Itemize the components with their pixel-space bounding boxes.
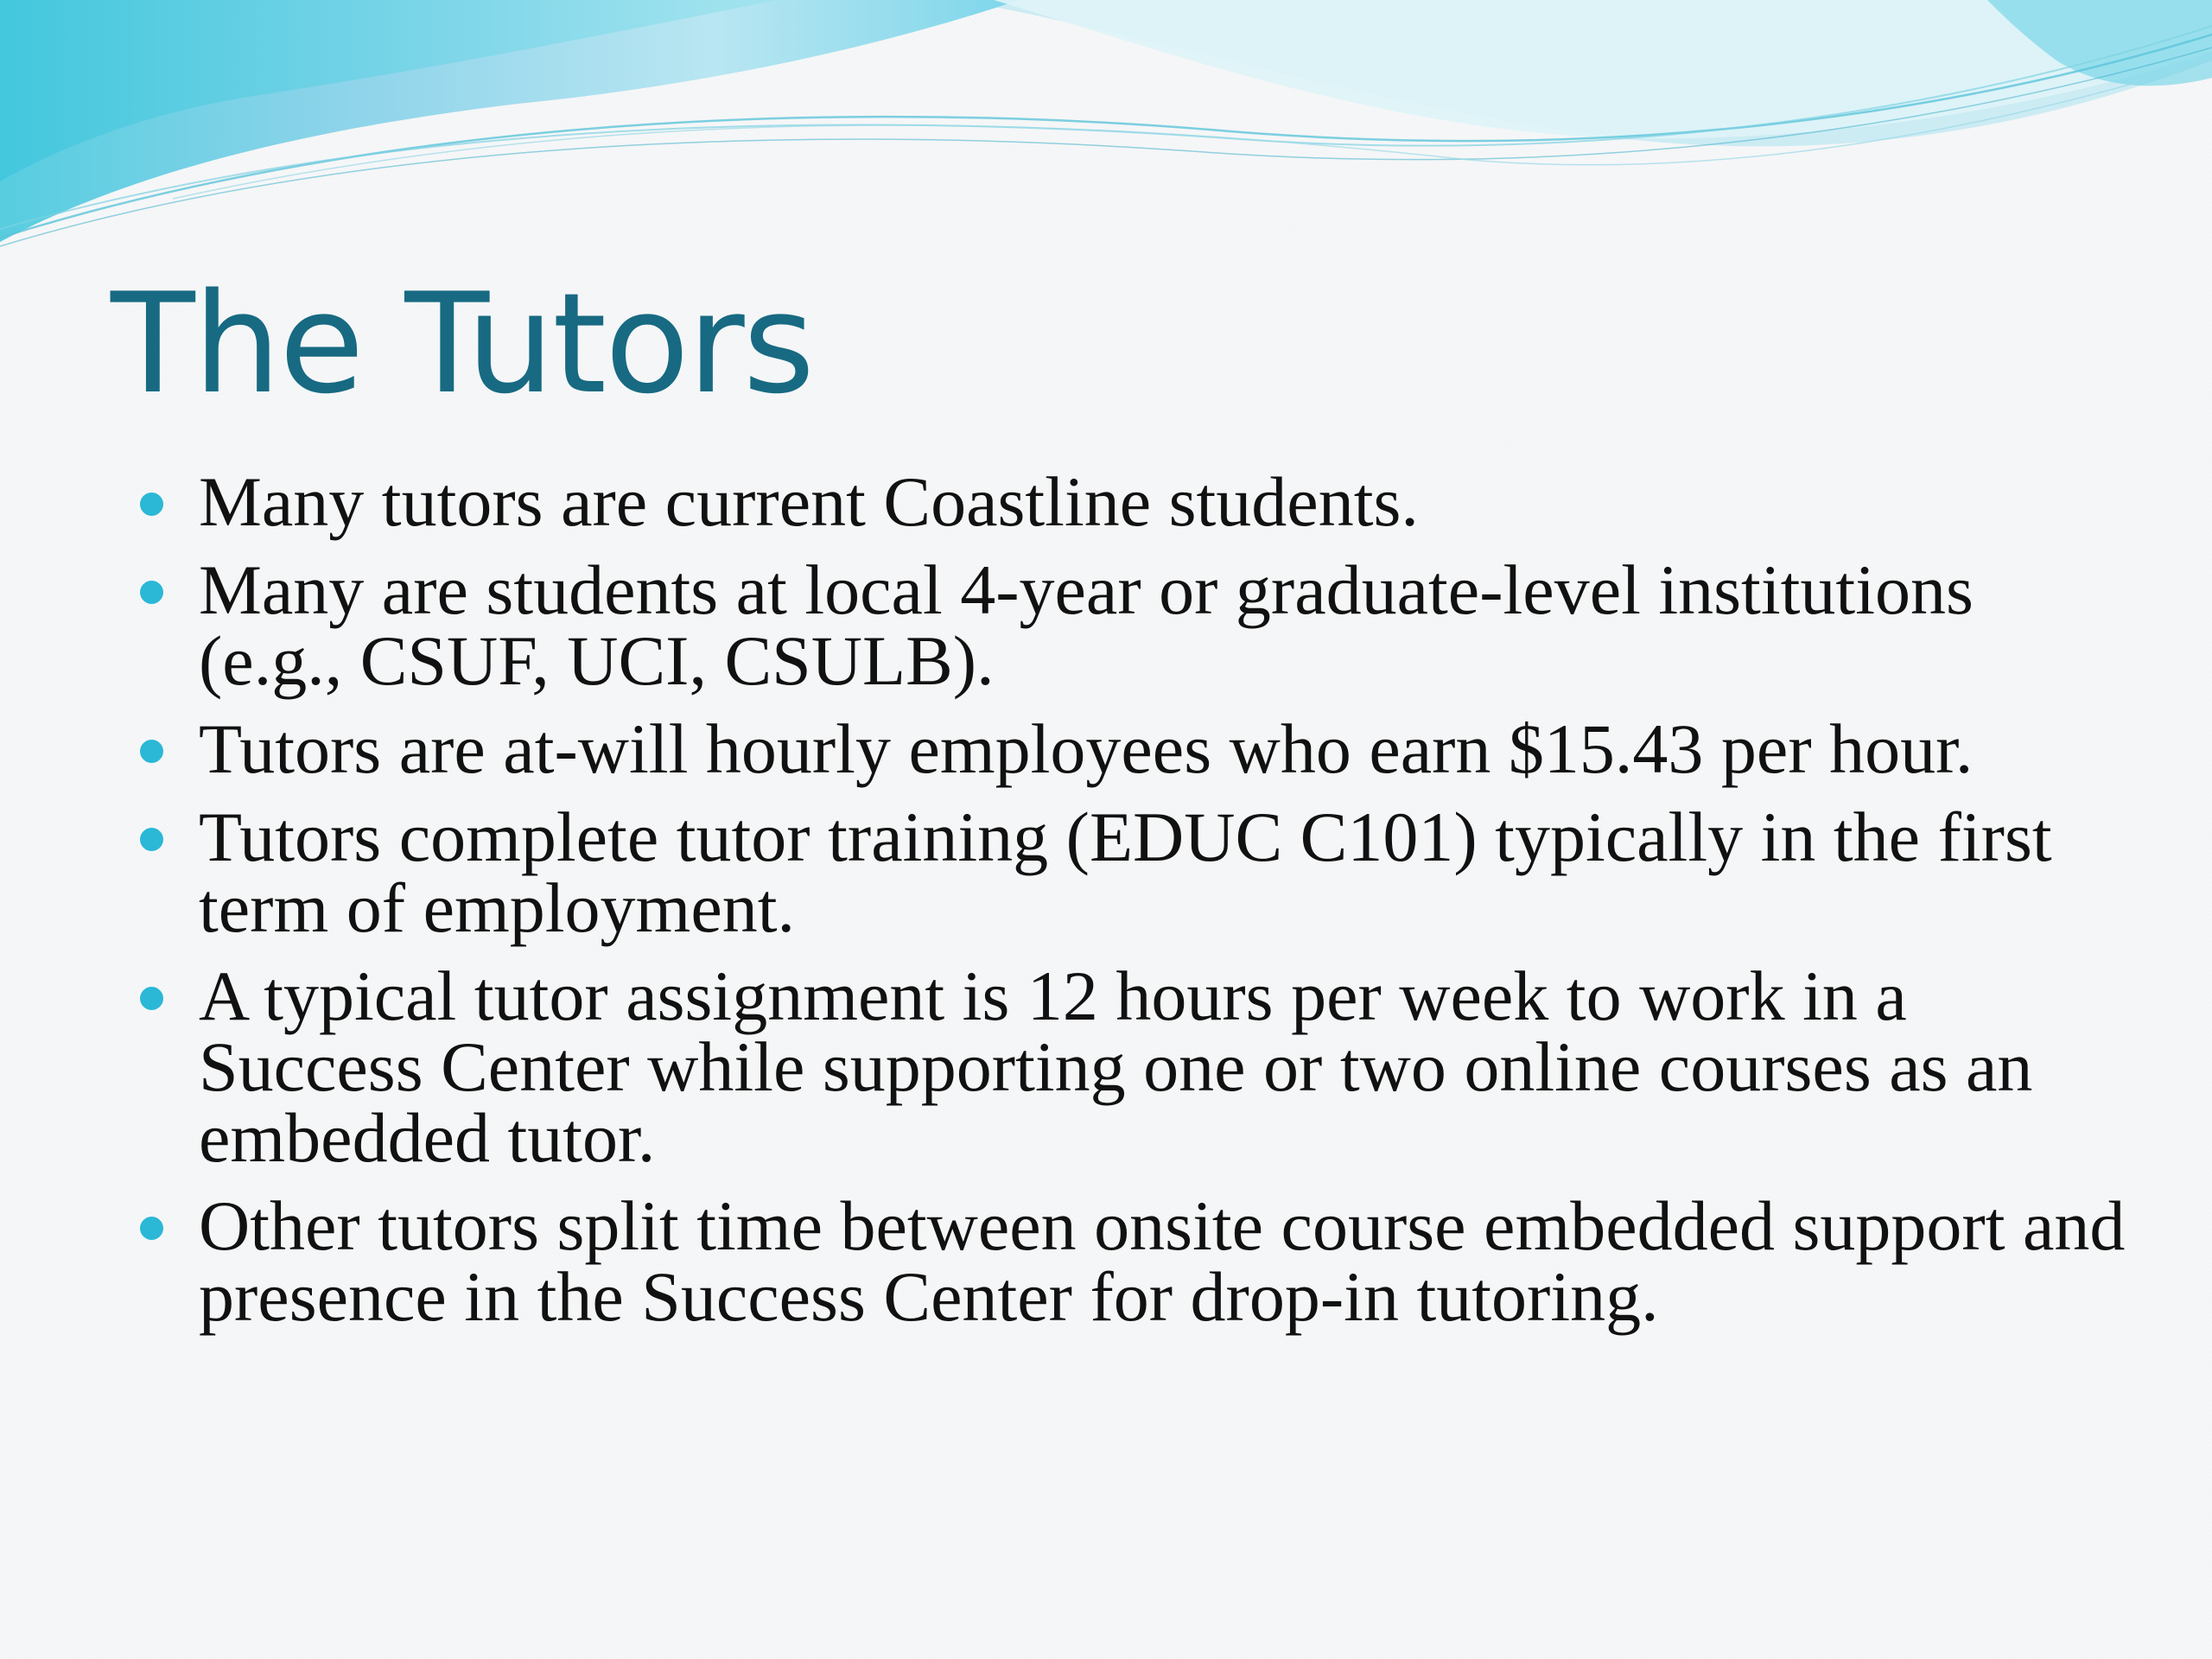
bullet-dot-icon — [140, 987, 163, 1010]
decorative-wave-header — [0, 0, 2212, 259]
bullet-text: Tutors complete tutor training (EDUC C101) typically in the first term of employment. — [199, 798, 2052, 947]
bullet-text: Many tutors are current Coastline students. — [199, 462, 1419, 541]
bullet-item — [138, 550, 2126, 700]
bullet-list — [138, 462, 2126, 1350]
bullet-item — [138, 1186, 2126, 1336]
bullet-item — [138, 957, 2126, 1177]
bullet-text: Other tutors split time between onsite course embedded support and presence in the Success Center for drop-in tutoring. — [199, 1186, 2126, 1336]
bullet-dot-icon — [140, 1217, 163, 1240]
bullet-text: A typical tutor assignment is 12 hours per week to work in a Success Center while supporting one or two online courses as an embedded tutor. — [199, 957, 2033, 1177]
bullet-item — [138, 462, 2126, 541]
bullet-text: Tutors are at-will hourly employees who earn $15.43 per hour. — [199, 709, 1974, 788]
bullet-dot-icon — [140, 828, 163, 851]
bullet-text: Many are students at local 4-year or graduate-level institutions (e.g., CSUF, UCI, CSULB). — [199, 550, 1974, 700]
bullet-dot-icon — [140, 493, 163, 516]
slide-title: The Tutors — [111, 263, 814, 424]
bullet-dot-icon — [140, 740, 163, 763]
bullet-item — [138, 709, 2126, 788]
bullet-item — [138, 798, 2126, 947]
bullet-dot-icon — [140, 581, 163, 604]
